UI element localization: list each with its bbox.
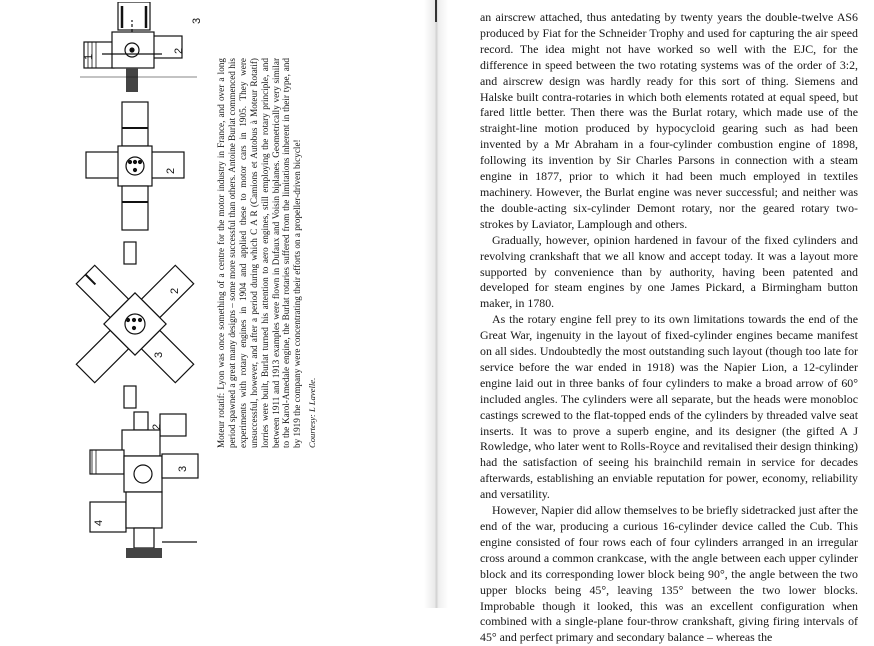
cylinder-label: 3 <box>177 465 189 472</box>
body-paragraph: As the rotary engine fell prey to its own limitations towards the end of the Great War, ingenuity in the layout of fixed-cylinder engines became manifest on all sides. Undoubtedly the most outstanding such layout (though too late for service before the war ended in 1918) was the Napier Lion, a 12-cylinder engine laid out in three banks of four cylinders to make a broad arrow of 60° included angles. The cylinders were all separate, but the heads were monobloc castings screwed to the flat-topped ends of the cylinders by threaded valve seat inserts. It was to prove a superb engine, and its designer (the gifted A J Rowledge, who later went to Rolls-Royce and revitalised their design thinking) had the satisfaction of seeing his brainchild remain in service for decades afterwards, establishing an enviable reputation for power, economy, reliability and versatility. <box>480 312 858 502</box>
engine-diagram-1 <box>80 2 197 92</box>
cylinder-label: 2 <box>151 423 163 430</box>
figure-caption <box>216 58 318 448</box>
cylinder-label: 2 <box>169 287 181 294</box>
book-gutter <box>424 0 448 608</box>
burlat-engine-figure <box>62 2 212 562</box>
cylinder-label: 3 <box>191 17 203 24</box>
engine-diagram-2 <box>86 102 184 230</box>
caption-text: Moteur rotatif: Lyon was once something of a centre for the motor industry in France, and over a long period spawned a great many designs – some more successful than others. Antoine Burlat commenced his experiments with rotary engines in 1904 and applied these to motor cars in 1905. They were unsuccessful, however, and after a period during which C A R (Camions et Autobus à Moteur Rotatif) lorries were built, Burlat turned his attention to aero engines, still employing the rotary principle, and between 1911 and 1913 examples were flown in Dufaux and Voisin biplanes. Geometrically very similar to the Karol-Amedale engine, the Burlat rotaries suffered from the limitations inherent in their type, and by 1919 the company were concentrating their efforts on a propeller-driven bicycle! <box>216 58 303 448</box>
cylinder-label: 4 <box>93 519 105 526</box>
body-paragraph: Gradually, however, opinion hardened in favour of the fixed cylinders and revolving crankshaft that we all know and accept today. It was a layout more supported by convenience than by authority, having been patented and developed for steam engines by one James Pickard, a Birmingham button maker, in 1780. <box>480 232 858 311</box>
body-paragraph: an airscrew attached, thus antedating by twenty years the double-twelve AS6 produced by Fiat for the Schneider Trophy and used for capturing the air speed record. The idea might not have worked so well with the EJC, for the difference in speed between the two rotating systems was of the order of 3:2, and airscrew design was hardly ready for this sort of thing. Siemens and Halske built contra-rotaries in which both elements rotated at equal speed, but fared little better. Then there was the Burlat rotary, which made use of the straight-line motion produced by hypocycloid gearing such as had been invented by a Mr Abraham in a four-cylinder combustion engine of 1898, following its invention by Sir Charles Parsons in connection with a steam engine in 1877, prior to which it had been much employed in textiles machinery. However, the Burlat engine was never successful; and neither was the double-acting six-cylinder Demont rotary, nor the geared rotary two-strokes by Laviator, Lamplough and others. <box>480 10 858 231</box>
caption-credit: Courtesy: L Lavelle. <box>307 377 318 448</box>
cylinder-label: 3 <box>153 351 165 358</box>
cylinder-label: 1 <box>83 53 95 60</box>
cylinder-label: 2 <box>173 47 185 54</box>
engine-diagram-4 <box>90 412 198 558</box>
body-paragraph: However, Napier did allow themselves to be briefly sidetracked just after the end of the war, producing a curious 16-cylinder device called the Cub. This engine consisted of four rows each of four cylinders arranged in an irregular cross around a common crankcase, with the angle between each upper cylinder block and its corresponding lower block being 90°, the angle between the two upper blocks being 45°, leaving 135° between the two lower blocks. Improbable though it looked, this was an excellent configuration when combined with a single-plane four-throw crankshaft, giving firing intervals of 45° and perfect primary and secondary balance – whereas the <box>480 503 858 645</box>
left-page <box>0 0 430 608</box>
engine-diagram-3 <box>62 225 212 423</box>
cylinder-label: 2 <box>165 167 177 174</box>
right-page <box>480 10 858 646</box>
gutter-mark <box>435 0 437 22</box>
